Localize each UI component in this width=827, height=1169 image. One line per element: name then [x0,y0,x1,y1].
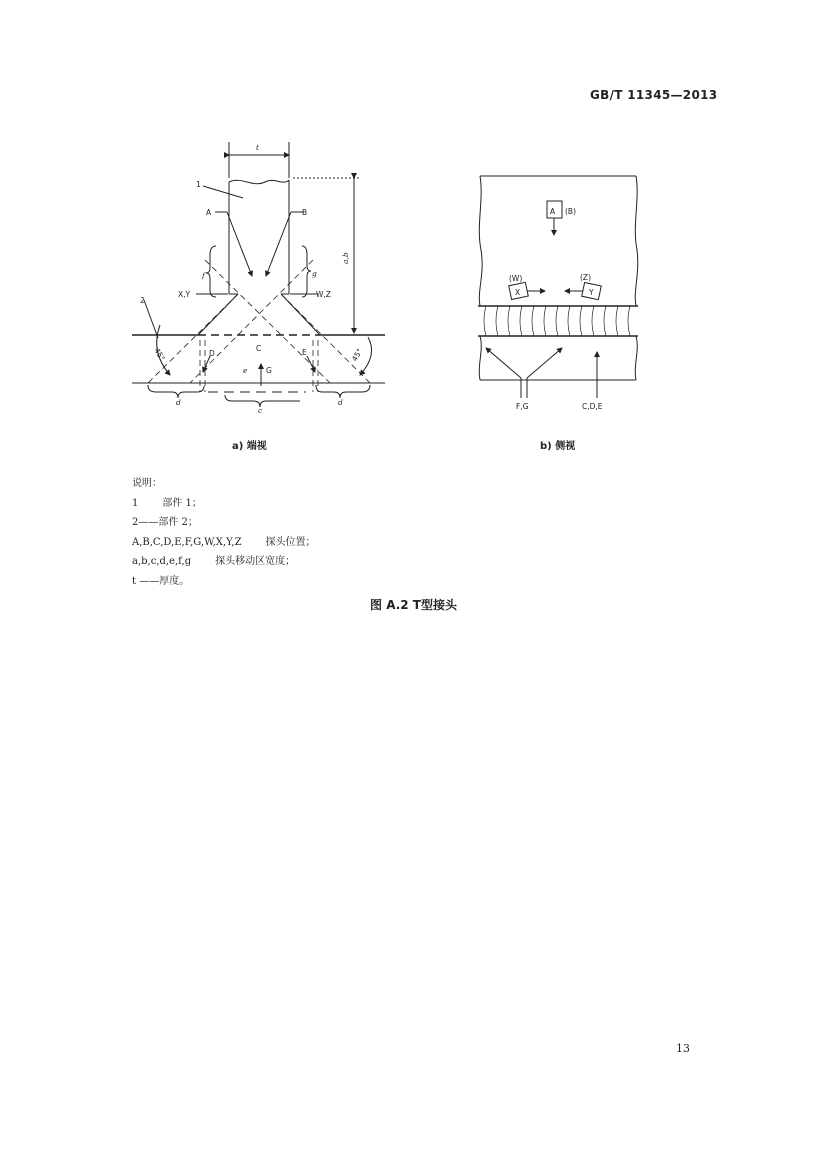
caption-end-view: a) 端视 [232,441,267,452]
legend-item: A,B,C,D,E,F,G,W,X,Y,Z 探头位置； [132,536,316,548]
label-side-W: (W) [509,274,523,283]
label-side-B: (B) [565,207,576,216]
label-G: G [266,366,272,375]
label-d-right: d [338,398,343,407]
legend-item: 1 部件 1； [132,497,202,509]
side-view-drawing [478,176,638,398]
caption-side-view: b) 侧视 [540,441,576,452]
legend-title: 说明： [132,478,162,489]
label-side-Z: (Z) [580,273,591,282]
end-view-labels [140,143,365,415]
label-angle-left: 45° [152,346,167,363]
legend-item: t ——厚度。 [132,575,190,587]
label-C: C [256,344,262,353]
label-g: g [312,269,317,278]
label-D: D [209,349,215,358]
end-view-drawing [132,142,385,407]
label-side-A: A [550,207,556,216]
figure-title: 图 A.2 T型接头 [370,598,457,612]
label-side-X: X [515,288,521,297]
label-side-CDE: C,D,E [582,402,603,411]
label-WZ: W,Z [316,290,331,299]
page-number: 13 [676,1042,690,1055]
label-E: E [302,348,307,357]
label-d-left: d [176,398,181,407]
label-ab: a,b [341,252,350,264]
label-part2: 2 [140,296,145,305]
legend [132,474,316,591]
label-part1: 1 [196,180,201,189]
label-angle-right: 45° [349,346,365,363]
label-side-FG: F,G [516,402,529,411]
label-t: t [256,143,260,152]
legend-item: 2——部件 2； [132,517,198,528]
standard-number: GB/T 11345—2013 [590,88,718,102]
label-B: B [302,208,308,217]
label-XY: X,Y [178,290,191,299]
label-e: e [243,366,248,375]
legend-item: a,b,c,d,e,f,g 探头移动区宽度； [132,556,296,567]
label-side-Y: Y [589,288,594,297]
label-A: A [206,208,212,217]
label-f: f [202,271,205,280]
label-c: c [258,406,263,415]
